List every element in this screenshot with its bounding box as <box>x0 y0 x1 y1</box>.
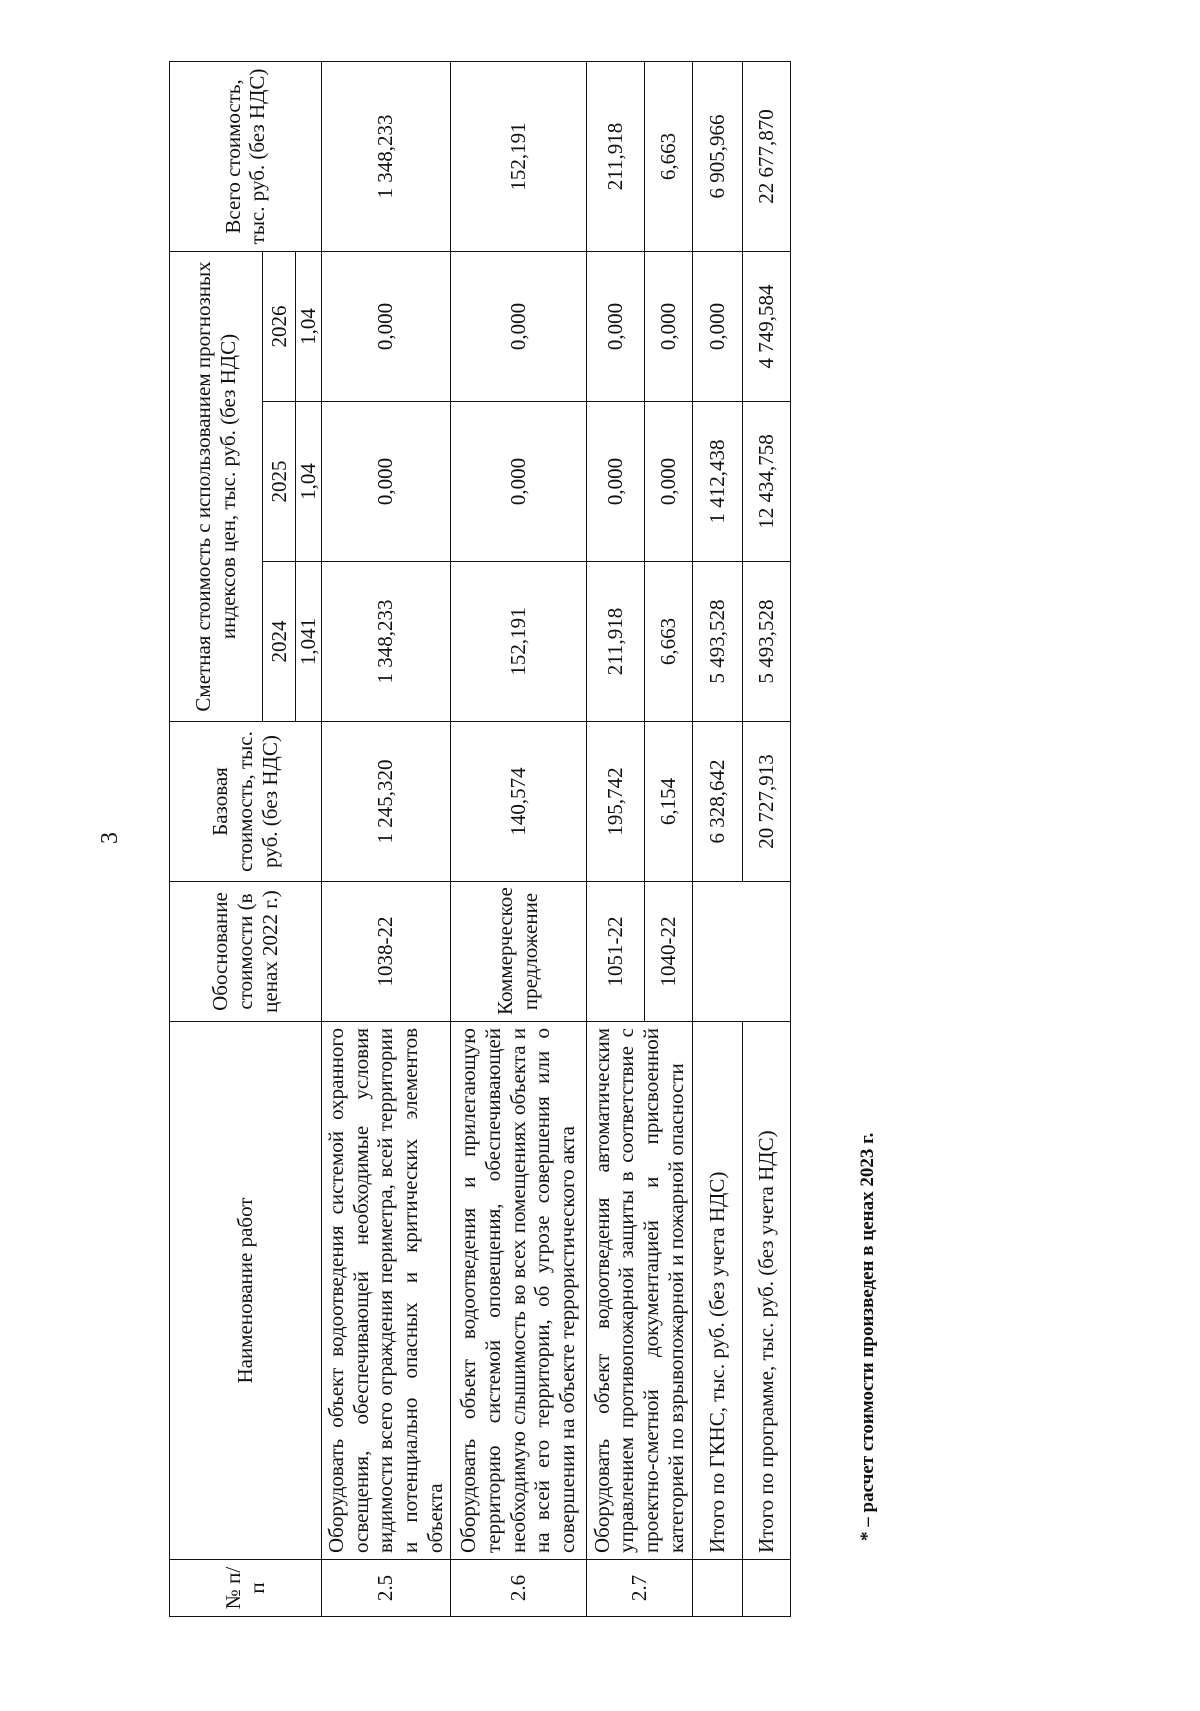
header-total: Всего стоимость, тыс. руб. (без НДС) <box>170 61 322 251</box>
subtotal-total: 6 905,966 <box>692 61 742 251</box>
row-basis: 1038-22 <box>321 882 450 1022</box>
row-num: 2.7 <box>586 1560 692 1617</box>
row-2024: 152,191 <box>450 562 586 722</box>
grand-total-num <box>742 1560 790 1617</box>
row-total: 152,191 <box>450 61 586 251</box>
row-total: 211,918 <box>586 61 644 251</box>
header-estimate: Сметная стоимость с использованием прогнозных индексов цен, тыс. руб. (без НДС) <box>170 251 263 721</box>
row-2024: 1 348,233 <box>321 562 450 722</box>
subtotal-basis <box>692 882 790 1022</box>
page-number: 3 <box>97 832 123 844</box>
year-2026: 2026 <box>263 251 296 401</box>
row-total: 1 348,233 <box>321 61 450 251</box>
row-2025: 0,000 <box>321 402 450 562</box>
row-name: Оборудовать объект водоотведения и прилегающую территорию системой оповещения, обеспечивающей необходимую слышимость во всех помещениях объекта и на всей его территории, об угрозе совершения или о совершении на объекте террористического акта <box>450 1022 586 1560</box>
table-row <box>586 61 644 1616</box>
subtotal-2026: 0,000 <box>692 251 742 401</box>
row-name: Оборудовать объект водоотведения автоматическим управлением противопожарной защиты в соответствие с проектно-сметной документацией и присвоенной категорией по взрывопожарной и пожарной опасности <box>586 1022 692 1560</box>
coefficient-2025: 1,04 <box>296 402 322 562</box>
row-base-cost: 140,574 <box>450 722 586 882</box>
header-base-cost: Базовая стоимость, тыс. руб. (без НДС) <box>170 722 322 882</box>
subtotal-2024: 5 493,528 <box>692 562 742 722</box>
row-2025: 0,000 <box>644 402 692 562</box>
row-basis: 1040-22 <box>644 882 692 1022</box>
row-2026: 0,000 <box>586 251 644 401</box>
coefficient-2026: 1,04 <box>296 251 322 401</box>
row-2025: 0,000 <box>450 402 586 562</box>
footnote: * – расчет стоимости произведен в ценах 2023 г. <box>857 1132 878 1541</box>
row-2024: 211,918 <box>586 562 644 722</box>
grand-total-2025: 12 434,758 <box>742 402 790 562</box>
subtotal-2025: 1 412,438 <box>692 402 742 562</box>
header-row <box>170 61 263 1616</box>
grand-total-2026: 4 749,584 <box>742 251 790 401</box>
header-basis: Обоснование стоимости (в ценах 2022 г.) <box>170 882 322 1022</box>
row-2024: 6,663 <box>644 562 692 722</box>
table-row <box>450 61 586 1616</box>
header-num: № п/ п <box>170 1560 322 1617</box>
row-2026: 0,000 <box>644 251 692 401</box>
table-row <box>321 61 450 1616</box>
row-basis: Коммерческое предложение <box>450 882 586 1022</box>
subtotal-base-cost: 6 328,642 <box>692 722 742 882</box>
row-2026: 0,000 <box>450 251 586 401</box>
row-base-cost: 1 245,320 <box>321 722 450 882</box>
row-num: 2.6 <box>450 1560 586 1617</box>
row-name: Оборудовать объект водоотведения системой охранного освещения, обеспечивающей необходимые условия видимости всего ограждения периметра, всей территории и потенциально опасных и критических элементов объекта <box>321 1022 450 1560</box>
subtotal-num <box>692 1560 742 1617</box>
row-2025: 0,000 <box>586 402 644 562</box>
row-basis: 1051-22 <box>586 882 644 1022</box>
year-2025: 2025 <box>263 402 296 562</box>
coefficient-2024: 1,041 <box>296 562 322 722</box>
grand-total-base-cost: 20 727,913 <box>742 722 790 882</box>
grand-total-2024: 5 493,528 <box>742 562 790 722</box>
cost-table <box>169 61 791 1617</box>
row-total: 6,663 <box>644 61 692 251</box>
row-base-cost: 195,742 <box>586 722 644 882</box>
grand-total-label: Итого по программе, тыс. руб. (без учета НДС) <box>742 1022 790 1560</box>
subtotal-row <box>692 61 742 1616</box>
grand-total-total: 22 677,870 <box>742 61 790 251</box>
grand-total-row <box>742 61 790 1616</box>
row-2026: 0,000 <box>321 251 450 401</box>
subtotal-label: Итого по ГКНС, тыс. руб. (без учета НДС) <box>692 1022 742 1560</box>
row-num: 2.5 <box>321 1560 450 1617</box>
header-name: Наименование работ <box>170 1022 322 1560</box>
year-2024: 2024 <box>263 562 296 722</box>
row-base-cost: 6,154 <box>644 722 692 882</box>
